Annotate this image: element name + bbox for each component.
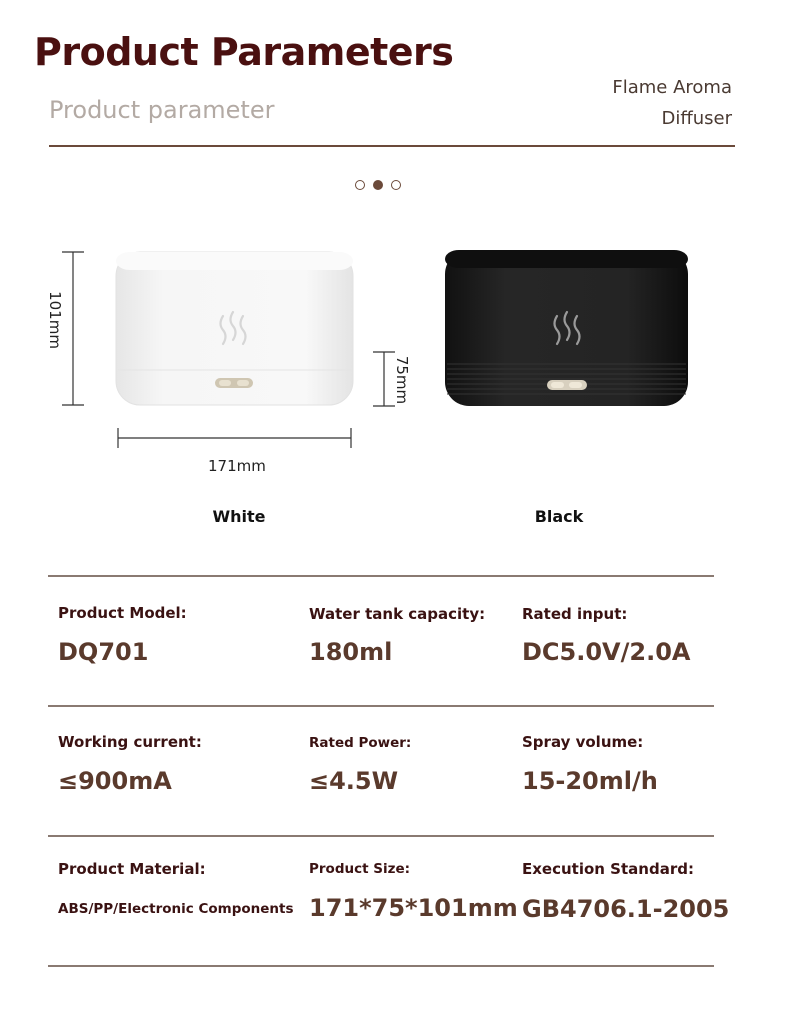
carousel-pager[interactable]	[355, 180, 401, 192]
spec-label-rated-input: Rated input:	[522, 605, 628, 623]
base-height-dimension	[373, 352, 395, 406]
spec-value-rated-input: DC5.0V/2.0A	[522, 638, 691, 666]
product-name-line-1: Flame Aroma	[612, 77, 732, 98]
spec-label-product-material: Product Material:	[58, 860, 206, 878]
spec-label-working-current: Working current:	[58, 733, 202, 751]
base-height-dimension-label: 75mm	[393, 355, 411, 405]
height-dimension-label: 101mm	[46, 291, 64, 349]
spec-divider-top	[48, 575, 714, 577]
carousel-dot-1[interactable]	[355, 180, 365, 190]
spec-label-execution-standard: Execution Standard:	[522, 860, 694, 878]
variant-label-white: White	[212, 507, 266, 526]
spec-divider	[48, 705, 714, 707]
spec-value-execution-standard: GB4706.1-2005	[522, 895, 730, 923]
spec-label-water-tank: Water tank capacity:	[309, 605, 486, 623]
spec-value-product-model: DQ701	[58, 638, 149, 666]
carousel-dot-3[interactable]	[391, 180, 401, 190]
variant-label-black: Black	[534, 507, 584, 526]
page-title: Product Parameters	[34, 30, 454, 74]
spec-label-spray-volume: Spray volume:	[522, 733, 644, 751]
spec-value-spray-volume: 15-20ml/h	[522, 767, 658, 795]
height-dimension	[62, 252, 84, 405]
page-subtitle: Product parameter	[49, 96, 275, 124]
spec-divider	[48, 835, 714, 837]
spec-label-product-size: Product Size:	[309, 861, 411, 877]
spec-label-product-model: Product Model:	[58, 604, 187, 622]
carousel-dot-2[interactable]	[373, 180, 383, 190]
spec-value-working-current: ≤900mA	[58, 767, 172, 795]
width-dimension	[118, 428, 351, 448]
product-name-line-2: Diffuser	[661, 108, 732, 129]
product-name	[532, 72, 732, 134]
width-dimension-label: 171mm	[208, 457, 266, 475]
spec-label-rated-power: Rated Power:	[309, 735, 412, 751]
black-diffuser-image	[445, 250, 688, 406]
spec-value-product-size: 171*75*101mm	[309, 894, 518, 922]
spec-value-product-material: ABS/PP/Electronic Components	[58, 901, 294, 917]
spec-value-water-tank: 180ml	[309, 638, 393, 666]
header-divider	[49, 145, 735, 147]
spec-divider-bottom	[48, 965, 714, 967]
spec-value-rated-power: ≤4.5W	[309, 767, 399, 795]
white-diffuser-image	[116, 252, 353, 405]
